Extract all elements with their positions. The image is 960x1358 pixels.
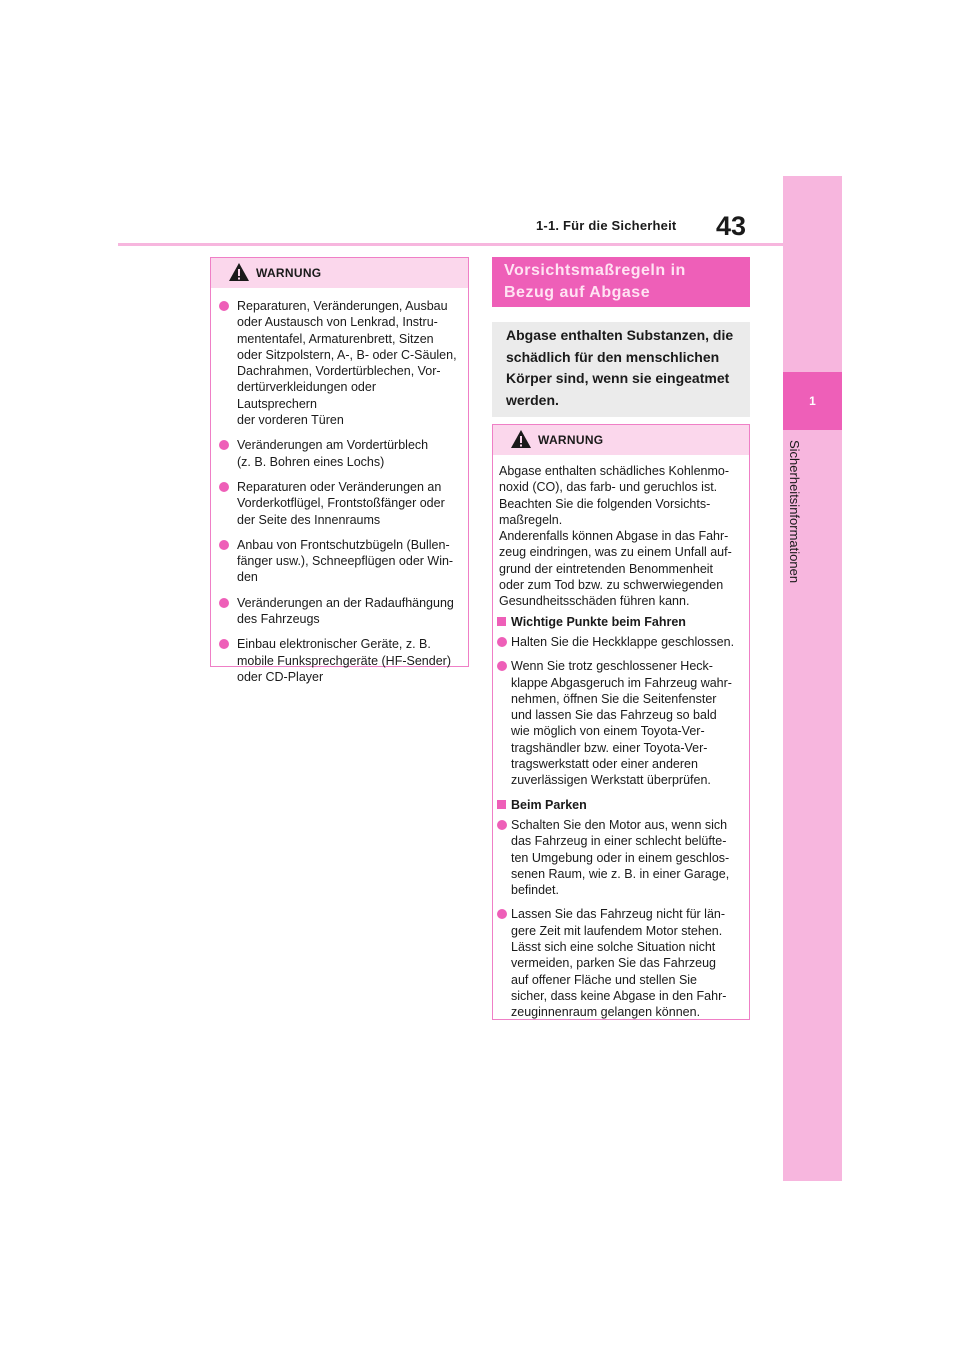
warning-header: [493, 425, 749, 455]
section-title: Vorsichtsmaßregeln in Bezug auf Abgase: [492, 257, 750, 307]
warning-subheading: [497, 614, 743, 630]
chapter-number: 1: [783, 372, 842, 430]
warning-subheading-text: Beim Parken: [511, 797, 587, 812]
warning-item-text: Lassen Sie das Fahrzeug nicht für län- gere Zeit mit laufendem Motor stehen. Lässt sich eine solche Situation nicht vermeiden, parken Sie das Fahrzeug auf offener Fläche und stellen Sie sicher, dass keine Abgase in den Fahr- zeuginnenraum gelangen können.: [511, 907, 727, 1020]
warning-item-text: Wenn Sie trotz geschlossener Heck- klappe Abgasgeruch im Fahrzeug wahr- nehmen, öffnen Sie die Seitenfenster und lassen Sie das Fahrzeug so bald wie möglich von einem Toyota-Ver- tragshändler bzw. einer Toyota-Ver- tragswerkstatt oder einer anderen zuverlässigen Werkstatt überprüfen.: [511, 659, 732, 788]
warning-list-item: [497, 817, 743, 898]
warning-item-text: Reparaturen, Veränderungen, Ausbau oder Austausch von Lenkrad, Instru- mententafel, Armaturenbrett, Sitzen oder Sitzpolstern, A-, B- oder C-Säulen, Dachrahmen, Vordertürblechen, Vor- dertürverkleidungen oder Lautsprechern der vorderen Türen: [237, 299, 457, 428]
warning-list: [493, 610, 749, 1021]
warning-subheading: [497, 797, 743, 813]
bullet-dot-icon: [497, 637, 507, 647]
warning-item-text: Veränderungen an der Radaufhängung des Fahrzeugs: [237, 595, 454, 627]
bullet-square-icon: [497, 617, 506, 626]
warning-list: [211, 288, 468, 685]
warning-box-modifications: [210, 257, 469, 684]
warning-intro: Abgase enthalten schädliches Kohlenmo- noxid (CO), das farb- und geruchlos ist. Beachten Sie die folgenden Vorsichts- maßregeln. Anderenfalls können Abgase in das Fahr- zeug eindringen, was zu einem Unfall auf- grund der eintretenden Benommenheit oder zum Tod bzw. zu schwerwiegenden Gesundheitsschäden führen kann.: [499, 464, 732, 609]
warning-list-item: [219, 636, 458, 685]
warning-triangle-icon: [228, 262, 250, 282]
bullet-dot-icon: [219, 598, 229, 608]
warning-item-text: Veränderungen am Vordertürblech (z. B. Bohren eines Lochs): [237, 438, 429, 469]
warning-item-text: Halten Sie die Heckklappe geschlossen.: [511, 634, 735, 649]
warning-list-item: [497, 658, 743, 788]
warning-label: WARNUNG: [538, 433, 604, 447]
warning-list-item: [219, 537, 458, 586]
warning-item-text: Anbau von Frontschutzbügeln (Bullen- fänger usw.), Schneepflügen oder Win- den: [237, 537, 454, 585]
bullet-dot-icon: [219, 301, 229, 311]
warning-item-text: Einbau elektronischer Geräte, z. B. mobile Funksprechgeräte (HF-Sender) oder CD-Player: [237, 637, 451, 684]
bullet-dot-icon: [497, 820, 507, 830]
running-header: 1-1. Für die Sicherheit: [536, 218, 677, 233]
section-summary: Abgase enthalten Substanzen, die schädlich für den menschlichen Körper sind, wenn sie eingeatmet werden.: [492, 322, 750, 417]
bullet-dot-icon: [219, 639, 229, 649]
warning-list-item: [219, 595, 458, 628]
warning-item-text: Reparaturen oder Veränderungen an Vorderkotflügel, Frontstoßfänger oder der Seite des Innenraums: [237, 479, 445, 527]
warning-subheading-text: Wichtige Punkte beim Fahren: [511, 614, 686, 629]
header-divider: [118, 243, 783, 246]
bullet-dot-icon: [497, 661, 507, 671]
warning-list-item: [219, 437, 458, 470]
bullet-dot-icon: [219, 482, 229, 492]
bullet-square-icon: [497, 800, 506, 809]
warning-list-item: [497, 906, 743, 1020]
warning-list-item: [219, 298, 458, 428]
chapter-side-tab: [783, 176, 842, 1181]
warning-header: [211, 258, 468, 288]
warning-list-item: [219, 479, 458, 528]
bullet-dot-icon: [497, 909, 507, 919]
page-number: 43: [716, 211, 747, 241]
warning-label: WARNUNG: [256, 266, 322, 280]
chapter-title: Sicherheitsinformationen: [787, 440, 802, 584]
bullet-dot-icon: [219, 540, 229, 550]
bullet-dot-icon: [219, 440, 229, 450]
warning-triangle-icon: [510, 429, 532, 449]
warning-item-text: Schalten Sie den Motor aus, wenn sich das Fahrzeug in einer schlecht belüfte- ten Umgebung oder in einem geschlos- senen Raum, wie z. B. in einer Garage, befindet.: [511, 817, 730, 898]
warning-list-item: [497, 634, 743, 650]
warning-box-exhaust: [492, 424, 750, 1020]
